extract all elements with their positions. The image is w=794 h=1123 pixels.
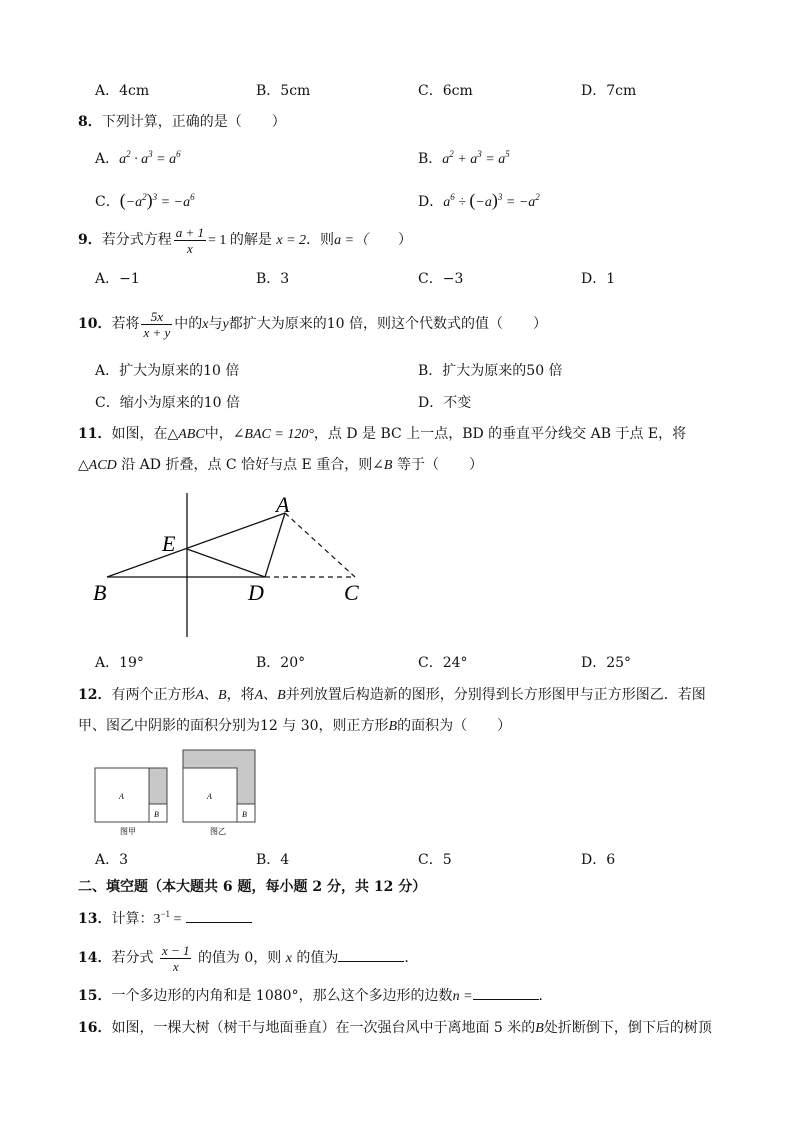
q12-option-c: C．5 bbox=[418, 852, 452, 868]
q7-option-b: B．5cm bbox=[256, 83, 311, 99]
q10-option-a: A．扩大为原来的10 倍 bbox=[95, 363, 240, 379]
q12-stem-line2: 甲、图乙中阴影的面积分别为12 与 30，则正方形B的面积为（ ） bbox=[78, 718, 512, 734]
q10-fraction: $\frac{5x}{x + y}$ bbox=[143, 308, 171, 340]
q10-option-d: D．不变 bbox=[418, 395, 472, 411]
q7-option-c: C．6cm bbox=[418, 83, 473, 99]
q8-stem: 8．下列计算，正确的是（ ） bbox=[78, 114, 286, 130]
segment-ac-dashed bbox=[285, 513, 355, 577]
fig2-label-b: B bbox=[242, 810, 247, 819]
label-d: D bbox=[248, 580, 264, 605]
q16-stem: 16．如图，一棵大树（树干与地面垂直）在一次强台风中于离地面 5 米的B处折断倒下，倒下后的树顶 bbox=[78, 1020, 712, 1036]
q9-stem: 9．若分式方程 $\frac{a + 1}{x}$ = 1 的解是 x = 2．则a =（ ） bbox=[78, 224, 413, 256]
fig2-caption: 图乙 bbox=[210, 827, 226, 836]
segment-ed bbox=[187, 549, 265, 577]
segment-ba bbox=[107, 513, 285, 577]
q9-option-c: C．−3 bbox=[418, 271, 464, 287]
segment-ad bbox=[265, 513, 285, 577]
q13-answer-blank[interactable] bbox=[186, 910, 252, 923]
q12-option-b: B．4 bbox=[256, 852, 290, 868]
q11-option-a: A．19° bbox=[95, 655, 144, 671]
label-b: B bbox=[93, 580, 107, 605]
q9-fraction: $\frac{a + 1}{x}$ bbox=[175, 224, 205, 256]
q9-option-d: D．1 bbox=[581, 271, 616, 287]
q9-option-b: B．3 bbox=[256, 271, 290, 287]
q14-answer-blank[interactable] bbox=[338, 949, 404, 962]
q10-stem: 10．若将 $\frac{5x}{x + y}$ 中的x与y都扩大为原来的10 倍，则这个代数式的值（ ） bbox=[78, 308, 547, 340]
q8-option-c: C．$(-a^2)^3 = -a^6$ bbox=[95, 190, 195, 210]
q8-option-b: B．$a^2 + a^3 = a^5$ bbox=[418, 149, 510, 167]
q12-squares-figure bbox=[90, 748, 270, 840]
q8-number: 8． bbox=[78, 114, 102, 130]
q7-option-a: A．4cm bbox=[95, 83, 150, 99]
q11-option-d: D．25° bbox=[581, 655, 632, 671]
label-e: E bbox=[162, 531, 176, 556]
q7-option-d: D．7cm bbox=[581, 83, 637, 99]
q15-answer-blank[interactable] bbox=[473, 987, 539, 1000]
q11-option-b: B．20° bbox=[256, 655, 306, 671]
q9-option-a: A．−1 bbox=[95, 271, 140, 287]
q11-stem-line1: 11．如图，在△ABC中，∠BAC = 120°，点 D 是 BC 上一点，BD 的垂直平分线交 AB 于点 E，将 bbox=[78, 426, 687, 442]
fig1-shaded-region bbox=[149, 768, 167, 804]
fig1-label-a: A bbox=[119, 792, 124, 801]
q14-stem: 14．若分式 $\frac{x - 1}{x}$ 的值为 0，则 x 的值为 . bbox=[78, 942, 409, 974]
label-a: A bbox=[276, 492, 290, 517]
q15-stem: 15．一个多边形的内角和是 1080°，那么这个多边形的边数n = ． bbox=[78, 988, 553, 1004]
q11-option-c: C．24° bbox=[418, 655, 468, 671]
q12-option-d: D．6 bbox=[581, 852, 616, 868]
q11-stem-line2: △ACD 沿 AD 折叠，点 C 恰好与点 E 重合，则∠B 等于（ ） bbox=[78, 457, 483, 473]
fig1-caption: 图甲 bbox=[120, 827, 136, 836]
section-2-title: 二、填空题（本大题共 6 题，每小题 2 分，共 12 分） bbox=[78, 879, 427, 895]
fig2-label-a: A bbox=[207, 792, 212, 801]
q8-text: 下列计算，正确的是（ bbox=[101, 114, 242, 130]
q13-stem: 13．计算：$3^{-1}$ = bbox=[78, 910, 252, 929]
q8-option-a: A．$a^2 \cdot a^3 = a^6$ bbox=[95, 149, 181, 167]
q10-option-b: B．扩大为原来的50 倍 bbox=[418, 363, 563, 379]
fig1-label-b: B bbox=[154, 810, 159, 819]
q8-option-d: D．$a^6 \div (-a)^3 = -a^2$ bbox=[418, 190, 540, 210]
q11-triangle-figure bbox=[80, 480, 380, 645]
q12-stem-line1: 12．有两个正方形A、B，将A、B并列放置后构造新的图形，分别得到长方形图甲与正方形图乙．若图 bbox=[78, 687, 706, 703]
label-c: C bbox=[344, 580, 359, 605]
q12-option-a: A．3 bbox=[95, 852, 129, 868]
q14-fraction: $\frac{x - 1}{x}$ bbox=[161, 942, 190, 974]
q10-option-c: C．缩小为原来的10 倍 bbox=[95, 395, 240, 411]
